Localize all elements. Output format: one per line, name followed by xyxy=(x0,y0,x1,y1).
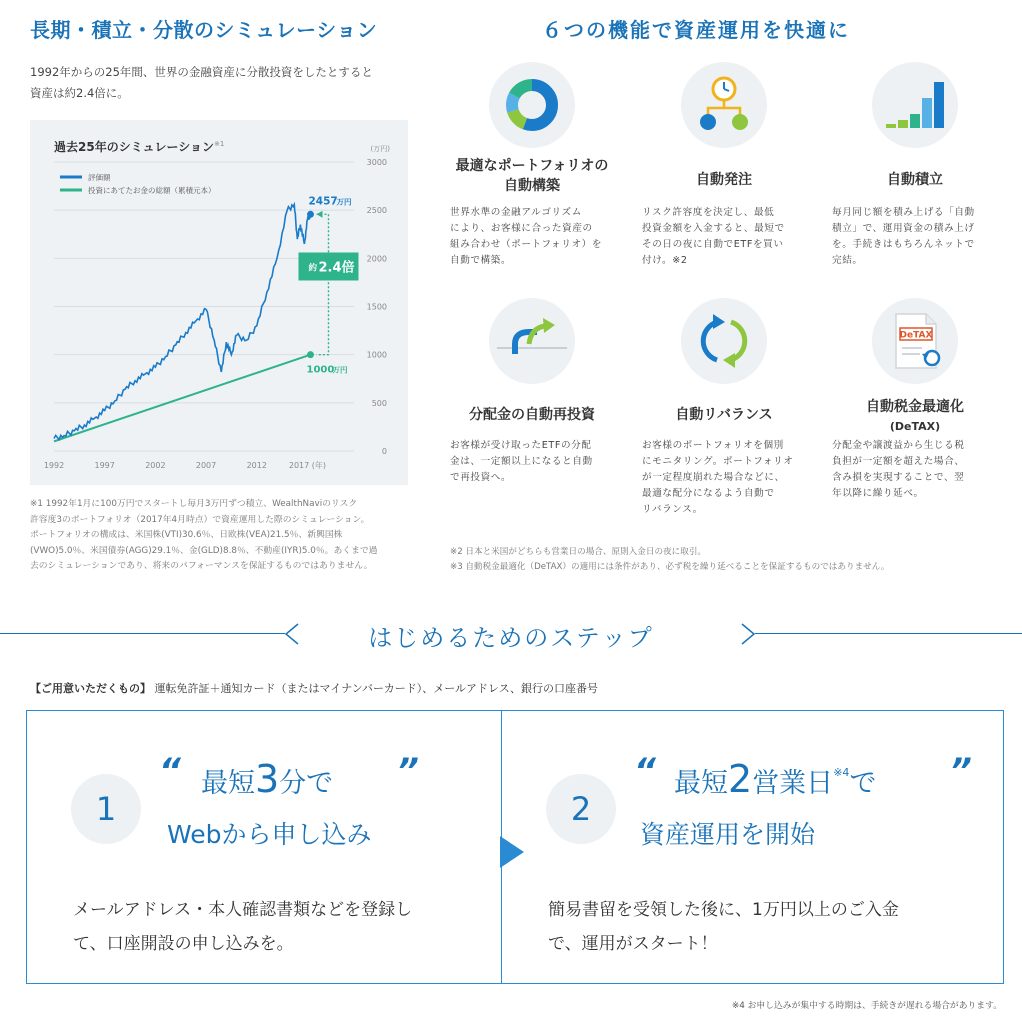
feature-note: ※3 自動税金最適化（DeTAX）の適用には条件があり、必ず税を繰り延べることを保証するものではありません。 xyxy=(450,562,890,572)
simulation-chart-panel xyxy=(30,120,408,485)
desc-line: リスク許容度を決定し、最低 xyxy=(642,207,775,218)
x-tick-label: 2007 xyxy=(195,461,217,470)
y-unit-label: (万円) xyxy=(370,145,390,153)
chart-footnotes xyxy=(30,497,410,575)
feature-title-detax xyxy=(825,397,1005,437)
steps-header xyxy=(0,614,1022,654)
feature-desc-reinvest xyxy=(450,438,610,486)
legend-label-value: 評価額 xyxy=(88,173,111,182)
detax-document-icon xyxy=(872,298,958,384)
bottom-footnote: ※4 お申し込みが集中する時期は、手続きが遅れる場合があります。 xyxy=(731,1001,1002,1011)
simulation-line-chart xyxy=(30,120,408,485)
feature-desc-auto-accumulate xyxy=(832,205,992,269)
multiplier-label: 2.4倍 xyxy=(318,260,355,276)
chart-title: 過去25年のシミュレーション$^{※1}$ xyxy=(54,140,225,154)
desc-line: リバランス。 xyxy=(642,504,703,515)
headline-footnote-mark: ※4 xyxy=(833,766,850,779)
feature-title-rebalance: 自動リバランス xyxy=(675,407,773,423)
feature-desc-rebalance xyxy=(642,438,802,518)
footnote-line: (VWO)5.0％、米国債券(AGG)29.1％、金(GLD)8.8％、不動産(IYR)5.0％。あくまで過 xyxy=(30,545,378,556)
simulation-section-title: 長期・積立・分散のシミュレーション xyxy=(30,18,378,42)
quote-close-mark: ” xyxy=(397,751,419,791)
step-card-2 xyxy=(501,710,1004,984)
feature-title-auto-order: 自動発注 xyxy=(696,172,752,188)
y-tick-label: 2000 xyxy=(366,254,387,264)
headline-pre: 最短 xyxy=(674,768,728,799)
feature-title-auto-accumulate: 自動積立 xyxy=(887,172,943,188)
desc-line: お客様のポートフォリオを個別 xyxy=(642,440,784,451)
footnote-line: ※1 1992年1月に100万円でスタートし毎月3万円ずつ積立、WealthNaviのリスク xyxy=(30,499,358,509)
requirements-label: 【ご用意いただくもの】 xyxy=(30,682,151,695)
desc-line: 毎月同じ額を積み上げる「自動 xyxy=(832,207,975,218)
desc-line: 分配金や譲渡益から生じる税 xyxy=(832,440,965,451)
feature-title-portfolio xyxy=(442,156,622,196)
step-description xyxy=(548,893,899,961)
feature-desc-detax xyxy=(832,438,992,502)
step-headline xyxy=(201,757,333,801)
step-description xyxy=(73,893,412,961)
legend-label-principal: 投資にあてたお金の総額（累積元本） xyxy=(88,186,216,195)
x-tick-label: 2012 xyxy=(246,461,267,470)
rebalance-cycle-icon xyxy=(681,298,767,384)
step-arrow-icon xyxy=(500,836,524,868)
headline-post2: で xyxy=(849,768,877,799)
desc-line: 含み損を実現することで、翌 xyxy=(832,472,965,483)
footnote-line: ポートフォリオの構成は、米国株(VTI)30.6％、日欧株(VEA)21.5％、新興国株 xyxy=(30,530,343,540)
intro-line-1: 1992年からの25年間、世界の金融資産に分散投資をしたとすると xyxy=(30,65,373,79)
y-tick-label: 0 xyxy=(381,447,387,456)
multiplier-prefix: 約 xyxy=(308,263,318,274)
desc-line: 投資金額を入金すると、最短で xyxy=(642,223,785,234)
reinvest-arrow-icon xyxy=(489,298,575,384)
principal-value-label: 1000 xyxy=(306,364,335,376)
principal-series-line xyxy=(54,355,310,442)
desc-line: 世界水準の金融アルゴリズム xyxy=(450,207,582,218)
feature-desc-auto-order xyxy=(642,205,802,269)
header-rule-right xyxy=(755,633,1022,634)
desc-line: 年以降に繰り延べ。 xyxy=(832,488,924,499)
y-tick-label: 2500 xyxy=(366,206,387,216)
desc-line: 負担が一定額を超えた場合、 xyxy=(832,456,965,467)
headline-post: 分で xyxy=(279,768,334,799)
desc-line: が一定程度崩れた場合などに、 xyxy=(642,472,785,483)
headline-pre: 最短 xyxy=(201,768,255,799)
step-card-1 xyxy=(26,710,503,984)
x-tick-label: 1997 xyxy=(94,461,115,470)
intro-line-2: 資産は約2.4倍に。 xyxy=(30,86,129,100)
desc-line: 金は、一定額以上になると自動 xyxy=(450,456,593,467)
step-number: 2 xyxy=(546,774,616,844)
step-number: 1 xyxy=(71,774,141,844)
detax-icon-label: DeTAX xyxy=(899,330,933,341)
desc-line: 自動で構築。 xyxy=(450,255,512,266)
quote-close-mark: ” xyxy=(950,751,972,791)
feature-title-line: 最適なポートフォリオの xyxy=(455,158,609,174)
feature-title-line: 自動税金最適化 xyxy=(866,399,964,415)
requirements-text: 運転免許証＋通知カード（またはマイナンバーカード）、メールアドレス、銀行の口座番号 xyxy=(154,682,599,695)
desc-line: で再投資へ。 xyxy=(450,472,512,483)
steps-title: はじめるためのステップ xyxy=(368,624,654,652)
feature-title-subline: (DeTAX) xyxy=(889,420,941,433)
principal-end-point xyxy=(307,351,314,358)
desc-line: て、口座開設の申し込みを。 xyxy=(73,934,294,954)
x-tick-label: 1992 xyxy=(43,461,65,470)
desc-line: 完結。 xyxy=(832,255,863,266)
y-tick-label: 500 xyxy=(371,398,387,408)
quote-open-mark: “ xyxy=(634,751,656,791)
desc-line: メールアドレス・本人確認書類などを登録し xyxy=(73,900,413,920)
desc-line: にモニタリング。ポートフォリオ xyxy=(642,456,794,467)
desc-line: により、お客様に合った資産の xyxy=(450,223,593,234)
multiplier-bracket xyxy=(316,214,328,354)
y-tick-label: 3000 xyxy=(366,158,387,167)
desc-line: を。手続きはもちろんネットで xyxy=(832,239,975,250)
desc-line: お客様が受け取ったETFの分配 xyxy=(450,440,592,451)
feature-notes xyxy=(450,545,889,575)
x-tick-label: 2017 (年) xyxy=(288,461,327,470)
headline-number: 3 xyxy=(255,757,280,801)
desc-line: で、運用がスタート！ xyxy=(548,934,718,954)
desc-line: その日の夜に自動でETFを買い xyxy=(642,239,784,250)
desc-line: 最適な配分になるよう自動で xyxy=(642,488,775,499)
headline-post: 営業日 xyxy=(752,768,834,799)
y-tick-label: 1000 xyxy=(366,350,387,360)
footnote-line: 去のシミュレーションであり、将来のパフォーマンスを保証するものではありません。 xyxy=(30,561,373,571)
desc-line: 簡易書留を受領した後に、1万円以上のご入金 xyxy=(548,900,899,920)
features-section-title: ６つの機能で資産運用を快適に xyxy=(542,18,850,42)
footnote-line: 許容度3のポートフォリオ（2017年4月時点）で資産運用した際のシミュレーション。 xyxy=(30,514,370,525)
donut-chart-icon xyxy=(489,62,575,148)
desc-line: 積立」で、運用資金の積み上げ xyxy=(832,223,975,234)
step-subheadline: Webから申し込み xyxy=(167,820,372,849)
chevron-right-icon xyxy=(740,623,756,645)
chart-title-footnote-mark: ※1 xyxy=(213,140,225,148)
end-value-unit: 万円 xyxy=(336,197,352,207)
requirements-line xyxy=(30,680,598,696)
desc-line: 組み合わせ（ポートフォリオ）を xyxy=(450,239,603,250)
feature-note: ※2 日本と米国がどちらも営業日の場合、原則入金日の夜に取引。 xyxy=(450,547,707,557)
simulation-intro xyxy=(30,62,373,104)
principal-value-unit: 万円 xyxy=(332,365,348,375)
quote-open-mark: “ xyxy=(159,751,181,791)
step-subheadline: 資産運用を開始 xyxy=(640,820,816,849)
bar-growth-icon xyxy=(872,62,958,148)
headline-number: 2 xyxy=(728,757,753,801)
desc-line: 付け。※2 xyxy=(642,255,688,266)
value-series-line xyxy=(54,204,311,439)
feature-title-line: 自動構築 xyxy=(504,178,560,194)
x-tick-label: 2002 xyxy=(145,461,166,470)
feature-desc-portfolio xyxy=(450,205,610,269)
clock-order-icon xyxy=(681,62,767,148)
step-headline xyxy=(674,757,876,801)
feature-title-reinvest: 分配金の自動再投資 xyxy=(469,407,595,423)
y-tick-label: 1500 xyxy=(366,302,387,312)
value-end-point xyxy=(307,211,314,218)
bracket-arrowhead xyxy=(316,211,322,218)
end-value-label: 2457 xyxy=(308,195,338,208)
